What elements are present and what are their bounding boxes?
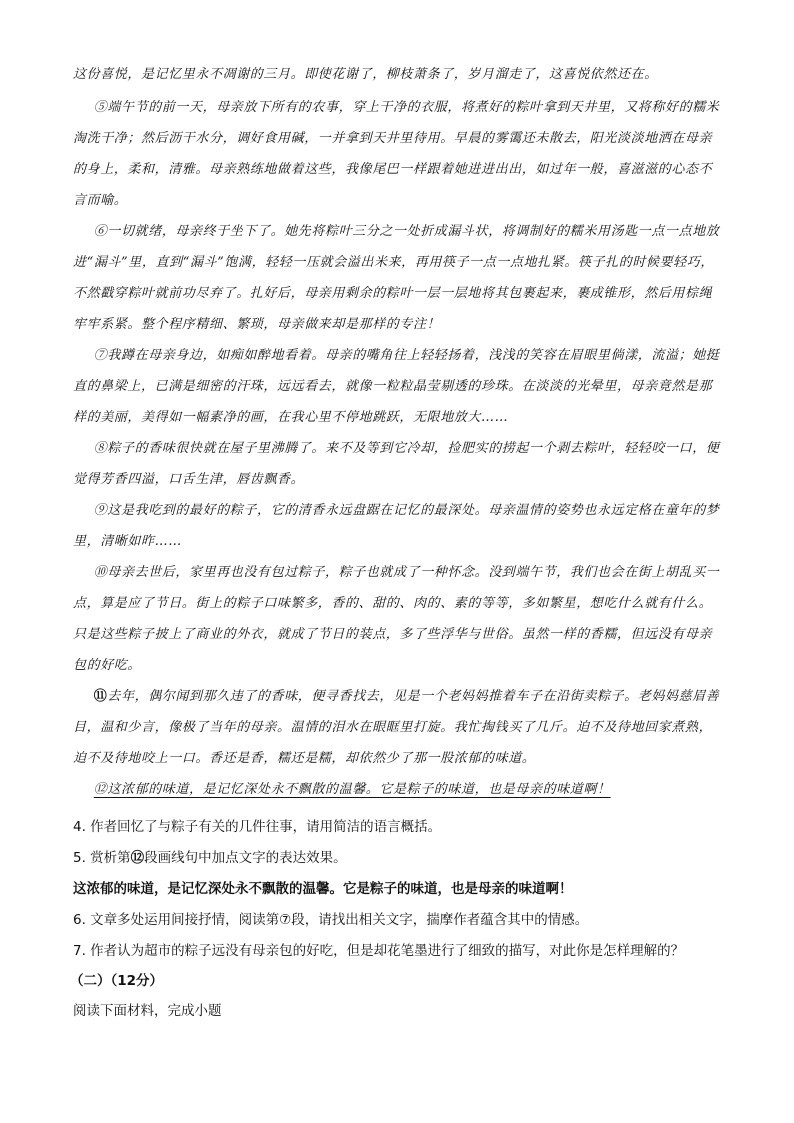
paragraph-8: ⑧粽子的香味很快就在屋子里沸腾了。来不及等到它冷却，捡肥实的捞起一个剥去粽叶，轻轻咬一口，便觉得芳香四溢，口舌生津，唇齿飘香。 [73,441,720,487]
question-5-quote: 这浓郁的味道，是记忆深处永不飘散的温馨。它是粽子的味道，也是母亲的味道啊！ [73,881,573,897]
paragraph-10: ⑩母亲去世后，家里再也没有包过粽子，粽子也就成了一种怀念。没到端午节，我们也会在街上胡乱买一点，算是应了节日。街上的粽子口味繁多，香的、甜的、肉的、素的等等，多如繁星，想吃什么就有什么。只是这些粽子披上了商业的外衣，就成了节日的装点，多了些浮华与世俗。虽然一样的香糯，但远没有母亲包的好吃。 [73,565,720,673]
paragraph-7: ⑦我蹲在母亲身边，如痴如醉地看着。母亲的嘴角往上轻轻扬着，浅浅的笑容在眉眼里倘漾，流溢；她挺直的鼻梁上，已满是细密的汗珠，远远看去，就像一粒粒晶莹剔透的珍珠。在淡淡的光晕里，母亲竟然是那样的美丽，美得如一幅素净的画，在我心里不停地跳跃，无限地放大…… [73,348,720,425]
section-heading: （二）（12分） [70,973,164,989]
paragraph-11 [73,681,721,774]
paragraph-6: ⑥一切就绪，母亲终于坐下了。她先将粽叶三分之一处折成漏斗状，将调制好的糯米用汤匙一点一点地放进“漏斗”里，直到“漏斗”饱满，轻轻一压就会溢出米来，再用筷子一点一点地扎紧。筷子扎的时候要轻巧，不然戳穿粽叶就前功尽弃了。扎好后，母亲用剩余的粽叶一层一层地将其包裹起来，裹成锥形，然后用棕绳牢牢系紧。整个程序精细、繁琐，母亲做来却是那样的专注！ [73,224,720,332]
question-5-paragraph-number: ⑫ [130,850,145,866]
paragraph-12-underlined: ⑫这浓郁的味道，是记忆深处永不飘散的温馨。它是粽子的味道，也是母亲的味道啊！ [93,782,611,797]
paragraph-continued: 这份喜悦，是记忆里永不凋谢的三月。即使花谢了，柳枝萧条了，岁月溜走了，这喜悦依然还在。 [73,67,658,82]
question-5-suffix: 段画线句中加点文字的表达效果。 [144,850,347,866]
paragraph-9: ⑨这是我吃到的最好的粽子，它的清香永远盘踞在记忆的最深处。母亲温情的姿势也永远定格在童年的梦里，清晰如昨…… [73,503,720,549]
question-5 [73,848,733,868]
question-4: 4. 作者回忆了与粽子有关的几件往事，请用简洁的语言概括。 [73,819,442,835]
section-instruction: 阅读下面材料，完成小题 [73,1003,222,1019]
question-5-prefix: 5. 赏析第 [73,850,131,866]
question-6: 6. 文章多处运用间接抒情，阅读第⑦段，请找出相关文字，揣摩作者蕴含其中的情感。 [73,912,589,928]
paragraph-11-text: 去年，偶尔闻到那久违了的香味，便寻香找去，见是一个老妈妈推着车子在沿街卖粽子。老妈妈慈眉善目，温和少言，像极了当年的母亲。温情的泪水在眼眶里打旋。我忙掏钱买了几斤。迫不及待地回家煮熟，迫不及待地咬上一口。香还是香，糯还是糯，却依然少了那一股浓郁的味道。 [73,689,720,766]
question-7: 7. 作者认为超市的粽子远没有母亲包的好吃，但是却花笔墨进行了细致的描写，对此你是怎样理解的？ [73,943,685,959]
paragraph-5: ⑤端午节的前一天，母亲放下所有的农事，穿上干净的衣服，将煮好的粽叶拿到天井里，又将称好的糯米淘洗干净；然后沥干水分，调好食用碱，一并拿到天井里待用。早晨的雾霭还未散去，阳光淡淡地洒在母亲的身上，柔和，清雅。母亲熟练地做着这些，我像尾巴一样跟着她进进出出，如过年一般，喜滋滋的心态不言而喻。 [73,100,720,208]
paragraph-11-number: ⑪ [93,689,108,704]
